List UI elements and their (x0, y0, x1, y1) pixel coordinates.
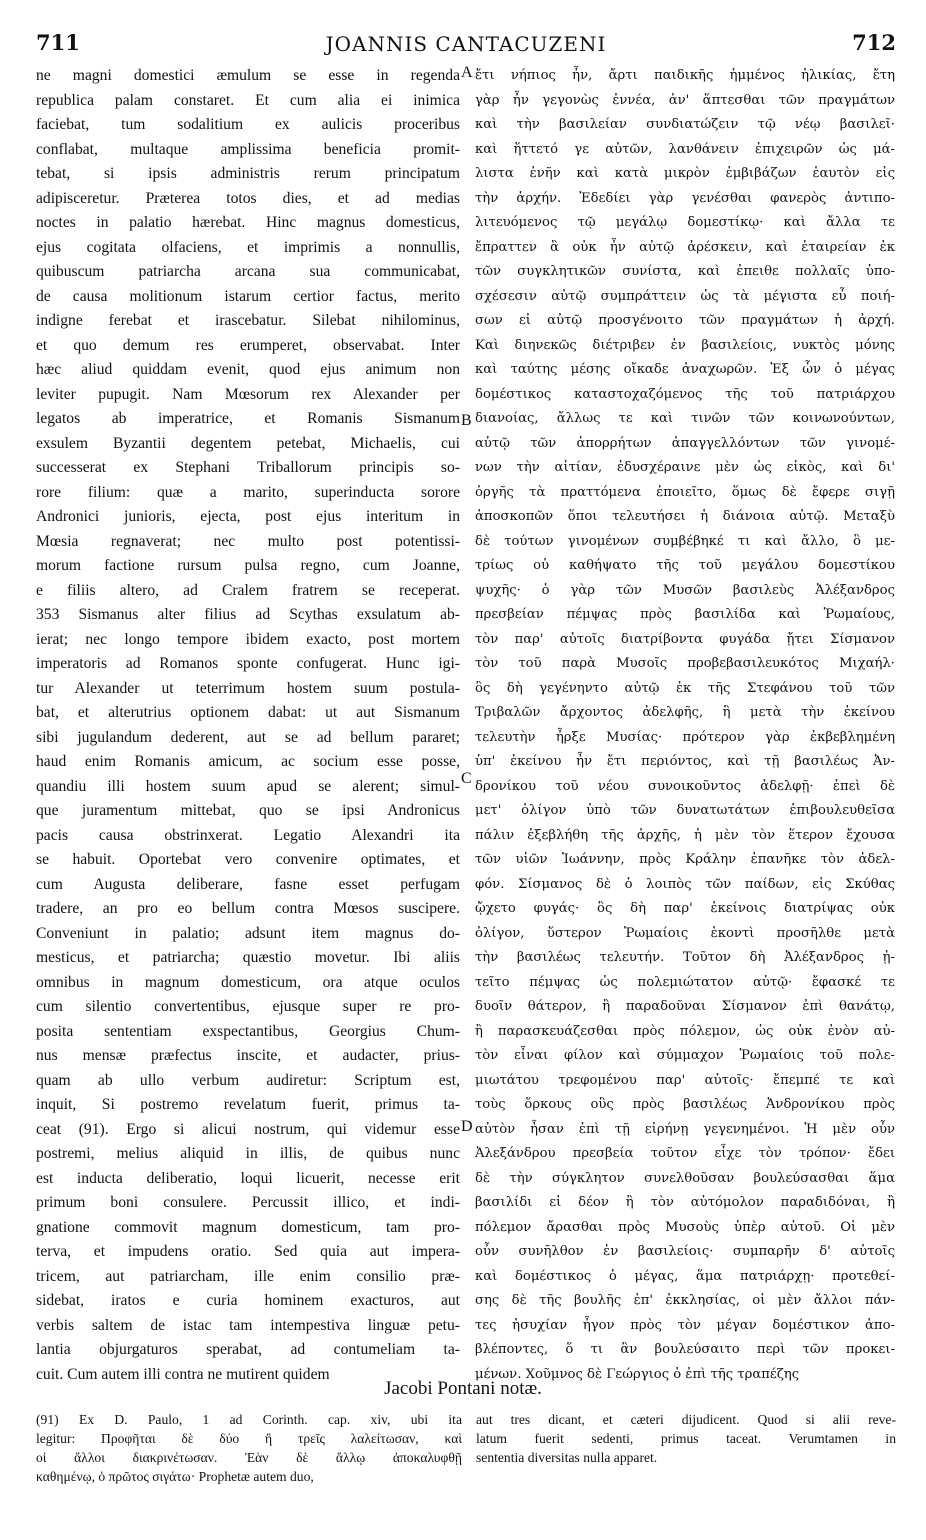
latin-text-line: Andronici junioris, ejecta, post ejus interitum in (36, 508, 460, 525)
latin-text-line: morum factione rursum pulsa regno, cum Joanne, (36, 557, 460, 574)
greek-text-line: βασιλίδι εἰ δέον ἢ τὸν αὐτόμολον παραδιδόναι, ἢ (475, 1195, 895, 1210)
latin-text-line: leviter pupugit. Nam Mœsorum rex Alexander per (36, 385, 460, 403)
latin-text-line: que juramentum mittebat, quo se ipsi Andronicus (36, 802, 460, 819)
greek-text-line: καὶ δομέστικος ὁ μέγας, ἅμα πατριάρχῃ· προτεθεί- (475, 1268, 895, 1284)
greek-text-line: ὀργῆς τὰ πραττόμενα ἐποιεῖτο, ὅμως δὲ ἔφερε σιγῇ (475, 484, 895, 500)
greek-text-line: βλέποντες, ὅ τι ἂν βουλεύσαιτο περὶ τῶν προκει- (475, 1342, 895, 1357)
latin-text-line: quam ab ullo verbum audiretur: Scriptum est, (36, 1071, 460, 1089)
latin-text-line: de causa molitionum istarum certior factus, merito (36, 287, 460, 305)
greek-text-line: τὸν εἶναι φίλον καὶ σύμμαχον Ῥωμαίοις τοῦ πολε- (475, 1048, 895, 1063)
latin-text-line: postremi, melius aliquid in illis, de quibus nunc (36, 1145, 460, 1162)
greek-text-line: αὐτὸν ἦσαν ἐπὶ τῇ εἰρήνῃ γεγενημένοι. Ἡ μὲν οὖν (475, 1121, 895, 1137)
latin-text-line: lantia objurgaturos sperabat, ad contumeliam ta- (36, 1341, 460, 1358)
greek-text-line: σης δὲ τῆς βουλῆς ἐπ' ἐκκλησίας, οἱ μὲν ἄλλοι πάν- (475, 1293, 895, 1308)
latin-text-line: imperatoris ad Romanos sponte confugerat. Hunc igi- (36, 655, 460, 672)
footnote-left-column (36, 1410, 462, 1486)
latin-text-line: ejus cogitata olfaciens, et imprimis a nonnullis, (36, 238, 460, 256)
greek-text-line: πρεσβείαν πέμψας πρὸς βασιλίδα καὶ Ῥωμαίους, (475, 607, 895, 622)
latin-text-line: cum Augusta deliberare, fasne esset perfugam (36, 875, 460, 893)
greek-text-line: καὶ τὴν βασιλείαν συνδιατώζειν τῷ νέῳ βασιλεῖ· (475, 117, 895, 132)
latin-text-line: omnibus in magnum domesticum, ora atque oculos (36, 973, 460, 991)
greek-text-line: λιτευόμενος τῷ μεγάλῳ δομεστίκῳ· καὶ ἄλλα τε (475, 215, 895, 230)
notes-title: Jacobi Pontani notæ. (384, 1378, 542, 1399)
greek-text-line: τες ἡσυχίαν ἦγον πρὸς τὸν μέγαν δομέστικον ἀπο- (475, 1317, 895, 1333)
greek-text-line: ἀποσκοπῶν ὅποι τελευτήσει ἡ διάνοια αὐτῷ. Μεταξὺ (475, 509, 895, 524)
greek-text-line: τοὺς ὅρκους οὓς πρὸς βασιλέως Ἀνδρονίκου πρὸς (475, 1097, 895, 1112)
greek-text-line: Καὶ διηνεκῶς διέτριβεν ἐν βασιλείοις, νυκτὸς μόνης (475, 337, 895, 353)
latin-text-line: noctes in palatio hærebat. Hinc magnus domesticus, (36, 214, 460, 231)
greek-text-line: ἔπραττεν ἃ οὐκ ἦν αὐτῷ ἀρέσκειν, καὶ ἑταιρείαν ἐκ (475, 239, 895, 255)
footnote-line: sententia diversitas nulla apparet. (476, 1450, 658, 1465)
latin-text-line: cum silentio convertentibus, ejusque super re pro- (36, 998, 460, 1015)
latin-text-line: tradere, an pro eo bellum contra Mœsos suscipere. (36, 900, 460, 917)
greek-text-line: νων τὴν αἰτίαν, ἐδυσχέραινε μὲν ὡς εἰκὸς, καὶ δι' (475, 460, 895, 475)
greek-text-line: Τριβαλῶν ἄρχοντος ἀδελφῆς, ἣ μετὰ τὴν ἐκείνου (475, 705, 895, 720)
latin-text-line: sidebat, iratos e curia hominem exacturos, aut (36, 1292, 460, 1309)
greek-text-line: τῶν υἱῶν Ἰωάννην, πρὸς Κράλην ἐπανῆκε τὸν ἀδελ- (475, 852, 895, 867)
greek-text-line: μετ' ὀλίγον ὑπὸ τῶν δυνατωτάτων ἐπιβουλευθεῖσα (475, 803, 895, 818)
latin-text-line: inquit, Si postremo revelatum fuerit, primus ta- (36, 1096, 460, 1113)
latin-text-line: exsulem Byzantii degentem petebat, Michaelis, cui (36, 434, 460, 452)
latin-text-line: hæc aliud quiddam evenit, quod ejus animum non (36, 361, 460, 378)
greek-text-line: μιωτάτου τρεφομένου παρ' αὐτοῖς· ἔπεμπέ τε καὶ (475, 1072, 895, 1088)
latin-text-line: se habuit. Oportebat vero convenire optimates, et (36, 851, 460, 868)
latin-text-line: mesticus, et patriarcha; quæstio movetur. Ibi aliis (36, 949, 460, 966)
margin-marker-b: B (461, 412, 472, 429)
greek-text-line: τρίως οὐ καθήψατο τῆς τοῦ μεγάλου δομεστίκου (475, 558, 895, 573)
latin-text-line: 353 Sismanus alter filius ad Scythas exsulatum ab- (36, 606, 460, 623)
footnote-line: aut tres dicant, et cæteri dijudicent. Quod si alii reve- (476, 1412, 896, 1427)
footnote-line: (91) Ex D. Paulo, 1 ad Corinth. cap. xiv, ubi ita (36, 1412, 462, 1427)
greek-text-line: τὸν παρ' αὐτοῖς διατρίβοντα φυγάδα ᾔτει Σίσμανον (475, 631, 895, 647)
latin-text-line: Mœsia regnaverat; nec multo post potentissi- (36, 532, 460, 550)
margin-marker-c: C (461, 770, 472, 787)
greek-text-line: δρονίκου τοῦ νέου συνοικοῦντος ἀδελφῇ· ἐπεὶ δὲ (475, 778, 895, 794)
latin-text-line: quibuscum patriarcha arcana sua communicabat, (36, 263, 460, 280)
latin-text-line: Conveniunt in palatio; adsunt item magnus do- (36, 924, 460, 942)
margin-marker-d: D (461, 1118, 473, 1135)
greek-text-line: δομέστικος καταστοχαζόμενος τῆς τοῦ πατριάρχου (475, 386, 895, 402)
greek-text-line: δὲ τὴν σύγκλητον συνελθοῦσαν βουλεύσασθαι ἅμα (475, 1170, 895, 1186)
greek-text-line: Ἀλεξάνδρου πρεσβεία τοῦτον εἶχε τὸν τρόπον· ἔδει (475, 1146, 895, 1161)
latin-text-line: quandiu illi hostem suum apud se alerent; simul- (36, 777, 460, 795)
greek-text-line: ὀλίγον, ὕστερον Ῥωμαίοις ἑκοντὶ προσῆλθε μετὰ (475, 925, 895, 941)
greek-text-line: τὴν βασιλέως τελευτήν. Τοῦτον δὴ Ἀλέξανδρος ᾐ- (475, 950, 895, 965)
latin-text-line: ne magni domestici æmulum se esse in regenda (36, 67, 460, 84)
latin-text-line: tur Alexander ut teterrimum hostem suum postula- (36, 679, 460, 697)
greek-text-line: λιστα ἐνῆν καὶ κατὰ μικρὸν ἐμβιβάζων ἑαυτὸν εἰς (475, 166, 895, 181)
footnote-line: legitur: Προφῆται δὲ δύο ἢ τρεῖς λαλείτωσαν, καὶ (36, 1431, 462, 1446)
latin-text-line: et quo demum res erumperet, observabat. Inter (36, 336, 460, 354)
page-number-left: 711 (36, 30, 80, 55)
greek-text-line: τελευτὴν ἦρξε Μυσίας· πρότερον γὰρ ἐκβεβλημένη (475, 729, 895, 745)
latin-column (36, 64, 460, 1387)
greek-text-line: τὸν τοῦ παρὰ Μυσοῖς προβεβασιλευκότος Μιχαήλ· (475, 656, 895, 671)
greek-text-line: σχέσεσιν αὐτῷ συμπράττειν ὡς τὰ μέγιστα εὖ ποιή- (475, 288, 895, 304)
greek-text-line: ἢ παρασκευάζεσθαι πρὸς πόλεμον, ὡς οὐκ ἐνὸν αὐ- (475, 1023, 895, 1039)
greek-text-line: τῶν συγκλητικῶν συνίστα, καὶ ἐπειθε πολλαῖς ὑπο- (475, 264, 895, 279)
greek-text-line: μένων. Χοῦμνος δὲ Γεώργιος ὁ ἐπὶ τῆς τραπέζης (475, 1366, 800, 1382)
latin-text-line: legatos ab imperatrice, et Romanis Sismanum (36, 410, 460, 427)
page-number-right: 712 (852, 30, 896, 55)
latin-text-line: haud enim Romanis amicum, ac socium esse posse, (36, 753, 460, 770)
greek-text-line: σων εἰ αὐτῷ προσγένοιτο τῶν πραγμάτων ἡ ἀρχή. (475, 313, 895, 328)
greek-text-line: καὶ ταύτης μέσης οἴκαδε ἀναχωρῶν. Ἐξ ὧν ὁ μέγας (475, 362, 895, 377)
latin-text-line: terva, et impudens oratio. Sed quia aut impera- (36, 1243, 460, 1260)
latin-text-line: gnatione commovit magnum domesticum, tam pro- (36, 1218, 460, 1236)
running-header (36, 30, 896, 60)
greek-text-line: φόν. Σίσμανος δὲ ὁ λοιπὸς τῶν παίδων, εἰς Σκύθας (475, 876, 895, 892)
footnote-line: οἱ ἄλλοι διακρινέτωσαν. Ἐὰν δὲ ἄλλῳ ἀποκαλυφθῇ (36, 1450, 462, 1465)
latin-text-line: nus mensæ præfectus inscite, et audacter, prius- (36, 1047, 460, 1064)
greek-text-line: ᾤχετο φυγάς· ὃς δὴ παρ' ἐκείνοις διατρίψας οὐκ (475, 901, 895, 916)
latin-text-line: verbis saltem de istac tam intempestiva linguæ petu- (36, 1316, 460, 1334)
greek-text-line: ὑπ' ἐκείνου ἦν ἔτι περιόντος, καὶ τῇ βασιλέως Ἀν- (475, 754, 895, 769)
latin-text-line: faciebat, tum sodalitium ex aulicis proceribus (36, 116, 460, 133)
greek-text-line: ψυχῆς· ὁ γὰρ τῶν Μυσῶν βασιλεὺς Ἀλέξανδρος (475, 582, 895, 598)
greek-text-line: αὐτῷ τῶν ἀπορρήτων ἀπαγγελλόντων τῶν γινομέ- (475, 435, 895, 451)
greek-text-line: ἔτι νήπιος ἦν, ἄρτι παιδικῆς ἡμμένος ἡλικίας, ἔτη (475, 68, 895, 83)
greek-text-line: γὰρ ἦν γεγονὼς ἐννέα, ἀν' ἅπτεσθαι τῶν πραγμάτων (475, 92, 895, 108)
footnote-right-column (476, 1410, 896, 1467)
latin-text-line: tricem, aut patriarcham, ille enim consilio præ- (36, 1267, 460, 1285)
greek-text-line: ὃς δὴ γεγένηντο αὐτῷ ἐκ τῆς Στεφάνου τοῦ τῶν (475, 680, 895, 696)
greek-text-line: διανοίας, ἄλλως τε καὶ τινῶν τῶν κοινωνούντων, (475, 411, 895, 426)
latin-text-line: sibi jugulandum dederent, aut se ad bellum pararet; (36, 728, 460, 746)
latin-text-line: tebat, si ipsis administris rerum principatum (36, 165, 460, 182)
greek-text-line: δυοῖν θάτερον, ἢ παραδοῦναι Σίσμανον ἐπὶ θανάτῳ, (475, 999, 895, 1014)
latin-text-line: successerat ex Stephani Triballorum principis so- (36, 459, 460, 476)
latin-text-line: e filiis altero, ad Cralem fratrem se receperat. (36, 581, 460, 599)
latin-text-line: ceat (91). Ergo si alicui nostrum, qui videmur esse (36, 1120, 460, 1138)
latin-text-line: pacis causa obstrinxerat. Legatio Alexandri ita (36, 826, 460, 844)
latin-text-line: rore filium: quæ a marito, superinducta sorore (36, 483, 460, 501)
latin-text-line: indigne ferebat et irascebatur. Silebat nihilominus, (36, 312, 460, 329)
footnote-line: latum fuerit sedenti, primus taceat. Verumtamen in (476, 1431, 896, 1446)
footnote-line: καθημένῳ, ὁ πρῶτος σιγάτω· Prophetæ autem duo, (36, 1469, 314, 1484)
latin-text-line: adipisceretur. Præterea totos dies, et ad medias (36, 189, 460, 207)
latin-text-line: bat, et alterutrius optionem dabat: ut aut Sismanum (36, 704, 460, 721)
latin-text-line: cuit. Cum autem illi contra ne mutirent quidem (36, 1365, 330, 1383)
latin-text-line: republica palam constaret. Et cum alia ei inimica (36, 91, 460, 109)
greek-text-line: δὲ τούτων γινομένων συμβέβηκέ τι καὶ ἄλλο, ὃ με- (475, 533, 895, 549)
running-title: JOANNIS CANTACUZENI (325, 32, 607, 56)
latin-text-line: primum boni consulere. Percussit illico, et indi- (36, 1194, 460, 1211)
greek-text-line: καὶ ἥττετό γε αὐτῶν, λανθάνειν ἐπιχειρῶν ὡς μά- (475, 141, 895, 157)
greek-text-line: τεῖτο πέμψας ὡς πολεμιώτατον αὐτῷ· ἔφασκέ τε (475, 974, 895, 990)
greek-text-line: τὴν ἀρχήν. Ἐδεδίει γὰρ γενέσθαι φανερὸς ἀντιπο- (475, 190, 895, 206)
greek-text-line: πάλιν ἐξεβλήθη τῆς ἀρχῆς, ἡ μὲν τὸν ἕτερον ἔχουσα (475, 827, 895, 843)
greek-text-line: πόλεμον ἄρασθαι πρὸς Μυσοὺς ὑπὲρ αὐτοῦ. Οἱ μὲν (475, 1219, 895, 1235)
latin-text-line: ierat; nec longo tempore ibidem exacto, post mortem (36, 630, 460, 648)
greek-text-line: οὖν συνῆλθον ἐν βασιλείοις· συμπαρῆν δ' αὐτοῖς (475, 1244, 895, 1259)
latin-text-line: est inducta deliberatio, loqui licuerit, necesse erit (36, 1169, 460, 1187)
margin-marker-a: A (461, 64, 473, 81)
latin-text-line: posita sententiam exspectantibus, Georgius Chum- (36, 1022, 460, 1040)
latin-text-line: conflabat, multaque amplissima beneficia promit- (36, 140, 460, 158)
greek-column (475, 64, 895, 1387)
